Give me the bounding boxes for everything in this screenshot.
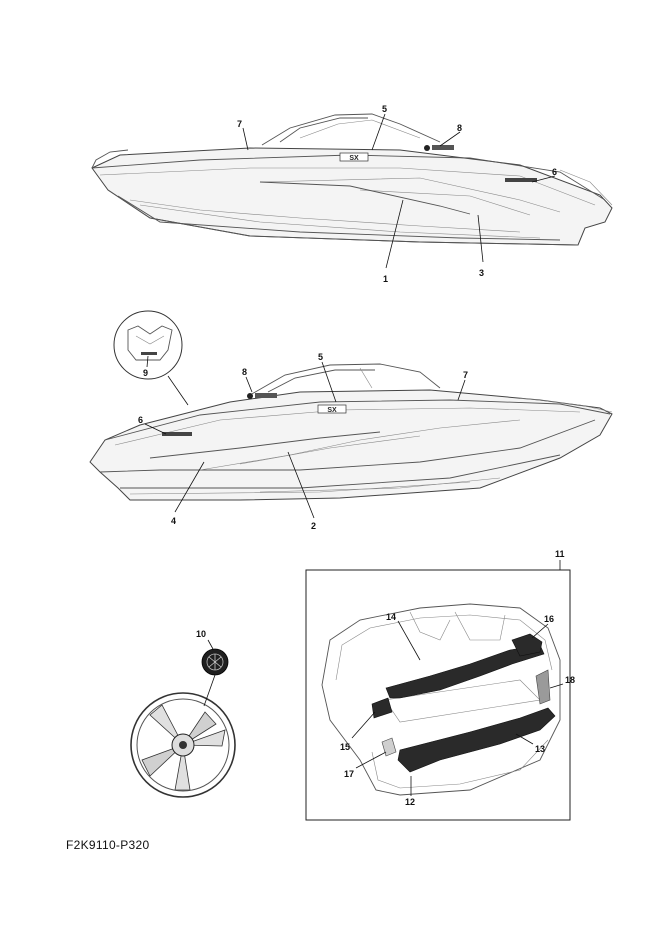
callout-8-top: 8 <box>457 123 463 133</box>
callout-12: 12 <box>405 797 416 807</box>
callout-5-top: 5 <box>382 104 388 114</box>
boat-starboard-view <box>92 114 612 245</box>
detail-circle-9 <box>114 311 188 405</box>
callout-3: 3 <box>479 268 485 278</box>
callout-18: 18 <box>565 675 576 685</box>
callout-16: 16 <box>544 614 555 624</box>
callout-7-bottom: 7 <box>463 370 469 380</box>
callout-8-bottom: 8 <box>242 367 248 377</box>
callout-7-top: 7 <box>237 119 243 129</box>
steering-wheel <box>131 640 235 797</box>
callout-10: 10 <box>196 629 207 639</box>
callout-15: 15 <box>340 742 351 752</box>
callout-14: 14 <box>386 612 397 622</box>
callout-4: 4 <box>171 516 177 526</box>
svg-text:SX: SX <box>327 407 337 414</box>
callout-9: 9 <box>143 368 149 378</box>
callout-6-top: 6 <box>552 167 558 177</box>
callout-5-bottom: 5 <box>318 352 324 362</box>
callout-6-bottom: 6 <box>138 415 144 425</box>
boat-port-view <box>90 364 612 500</box>
callout-13: 13 <box>535 744 546 754</box>
callout-1: 1 <box>383 274 389 284</box>
svg-text:SX: SX <box>349 155 359 162</box>
callout-2: 2 <box>311 521 317 531</box>
callout-11: 11 <box>555 549 565 559</box>
diagram-code: F2K9110-P320 <box>66 838 150 852</box>
detail-box-11 <box>306 560 570 820</box>
callout-17: 17 <box>344 769 355 779</box>
